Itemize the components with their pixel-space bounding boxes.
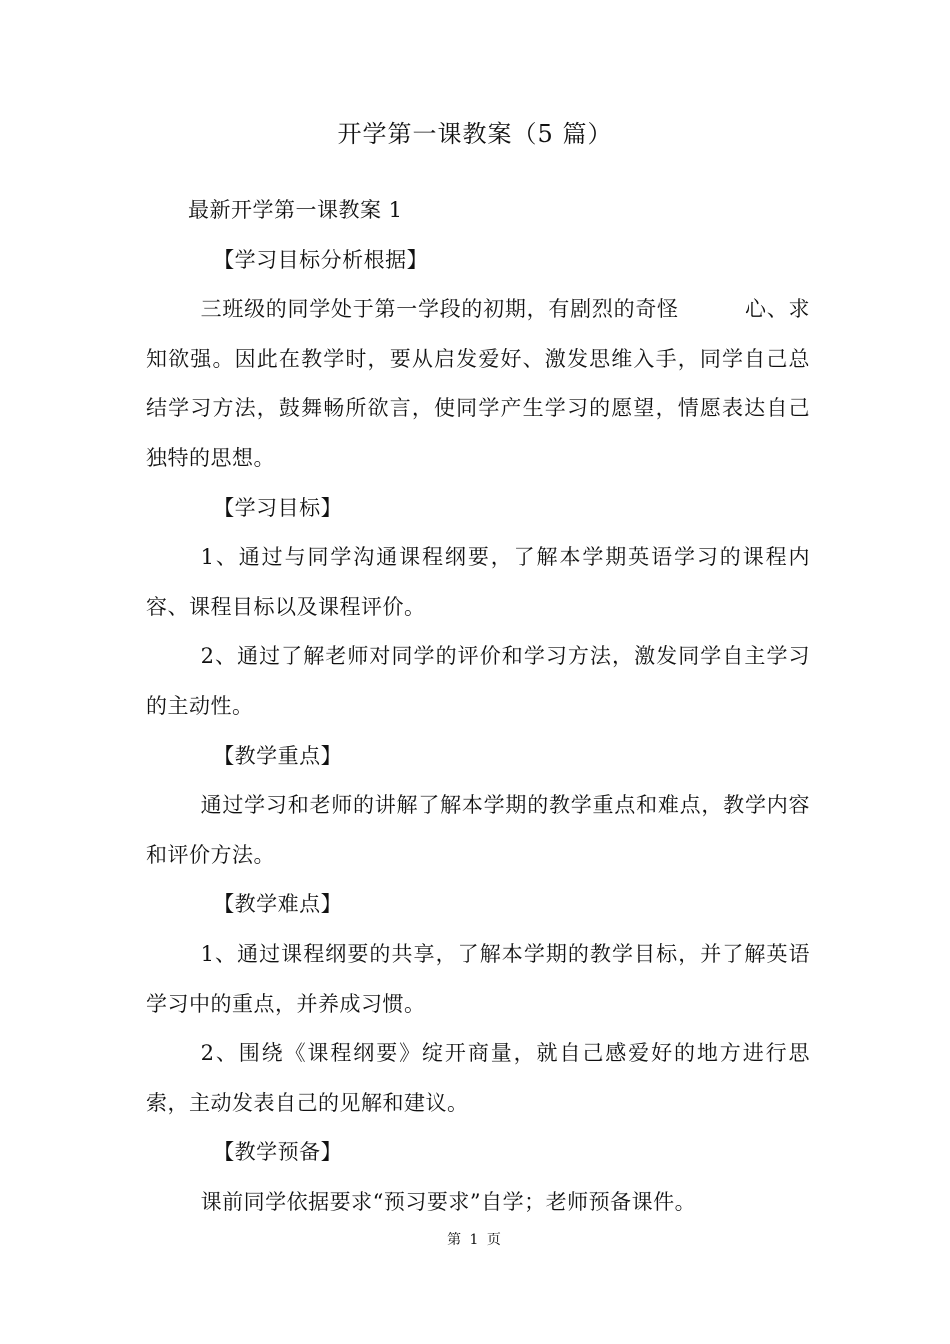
paragraph-objective-1: 1、通过与同学沟通课程纲要，了解本学期英语学习的课程内容、课程目标以及课程评价。 bbox=[146, 545, 810, 619]
paragraph-student-analysis-part-2: 心、求知欲强。因此在教学时，要从启发爱好、激发思维入手，同学自己总结学习方法，鼓舞畅所欲言，使同学产生学习的愿望，情愿表达自己独特的思想。 bbox=[146, 297, 811, 470]
paragraph-difficulty-2: 2、围绕《课程纲要》绽开商量，就自己感爱好的地方进行思索，主动发表自己的见解和建议。 bbox=[146, 1041, 810, 1115]
page-number: 第 1 页 bbox=[447, 1232, 503, 1248]
section-heading-objectives: 【学习目标】 bbox=[213, 495, 343, 520]
paragraph-student-analysis bbox=[146, 285, 810, 483]
section-heading-difficulties: 【教学难点】 bbox=[213, 892, 343, 917]
paragraph-student-analysis-part-1: 三班级的同学处于第一学段的初期，有剧烈的奇怪 bbox=[200, 297, 679, 322]
paragraph-key-points: 通过学习和老师的讲解了解本学期的教学重点和难点，教学内容和评价方法。 bbox=[146, 793, 810, 867]
paragraph-difficulty-1: 1、通过课程纲要的共享，了解本学期的教学目标，并了解英语学习中的重点，并养成习惯。 bbox=[146, 941, 810, 1016]
paragraph-preparation: 课前同学依据要求“预习要求”自学；老师预备课件。 bbox=[200, 1189, 697, 1214]
document-title: 开学第一课教案（5 篇） bbox=[337, 120, 613, 148]
section-heading-basis: 【学习目标分析根据】 bbox=[213, 247, 429, 272]
section-heading-preparation: 【教学预备】 bbox=[213, 1140, 343, 1165]
paragraph-objective-2: 2、通过了解老师对同学的评价和学习方法，激发同学自主学习的主动性。 bbox=[146, 644, 810, 718]
section-heading-key-points: 【教学重点】 bbox=[213, 743, 343, 768]
document-subtitle: 最新开学第一课教案 1 bbox=[188, 198, 403, 222]
document-body bbox=[146, 186, 810, 1227]
